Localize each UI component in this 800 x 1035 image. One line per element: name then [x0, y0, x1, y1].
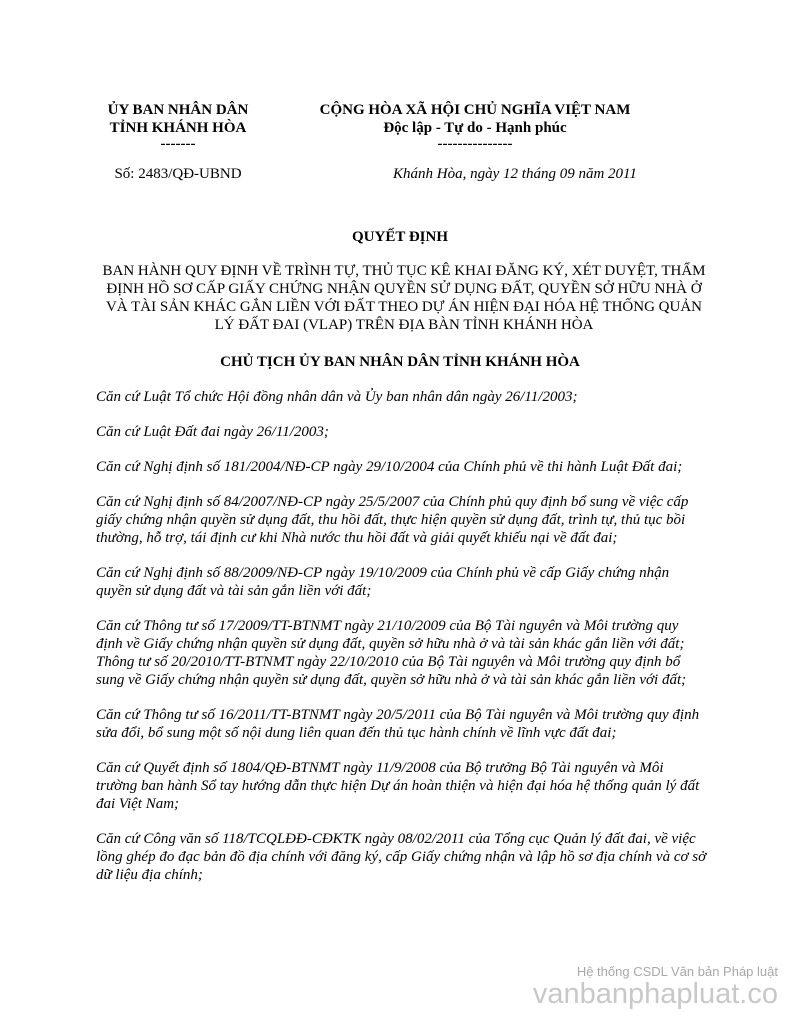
legal-basis-clause: Căn cứ Luật Tổ chức Hội đồng nhân dân và Ủy ban nhân dân ngày 26/11/2003;	[96, 389, 578, 405]
legal-basis-clause: Căn cứ Công văn số 118/TCQLĐĐ-CĐKTK ngày 08/02/2011 của Tổng cục Quản lý đất đai, về việc lồng ghép đo đạc bản đồ địa chính với đăng ký, cấp Giấy chứng nhận và lập hồ sơ địa chính và cơ sở dữ liệu địa chính;	[96, 831, 707, 883]
document-subtitle: BAN HÀNH QUY ĐỊNH VỀ TRÌNH TỰ, THỦ TỤC KÊ KHAI ĐĂNG KÝ, XÉT DUYỆT, THẨM ĐỊNH HỒ SƠ CẤP GIẤY CHỨNG NHẬN QUYỀN SỬ DỤNG ĐẤT, QUYỀN SỞ HỮU NHÀ Ở VÀ TÀI SẢN KHÁC GẮN LIỀN VỚI ĐẤT THEO DỰ ÁN HIỆN ĐẠI HÓA HỆ THỐNG QUẢN LÝ ĐẤT ĐAI (VLAP) TRÊN ĐỊA BÀN TỈNH KHÁNH HÒA	[102, 263, 706, 333]
document-number: Số: 2483/QĐ-UBND	[114, 166, 242, 182]
authority-heading: CHỦ TỊCH ỦY BAN NHÂN DÂN TỈNH KHÁNH HÒA	[220, 354, 580, 370]
legal-basis-clause: Căn cứ Quyết định số 1804/QĐ-BTNMT ngày 11/9/2008 của Bộ trưởng Bộ Tài nguyên và Môi trường ban hành Sổ tay hướng dẫn thực hiện Dự án hoàn thiện và hiện đại hóa hệ thống quản lý đất đai Việt Nam;	[96, 760, 700, 812]
authority-line-1: ỦY BAN NHÂN DÂN	[107, 102, 249, 118]
motto: Độc lập - Tự do - Hạnh phúc	[383, 120, 567, 136]
legal-basis-clause: Căn cứ Thông tư số 16/2011/TT-BTNMT ngày 20/5/2011 của Bộ Tài nguyên và Môi trường quy định sửa đổi, bổ sung một số nội dung liên quan đến thủ tục hành chính về lĩnh vực đất đai;	[96, 707, 700, 741]
motto-divider: ---------------	[437, 136, 513, 152]
national-motto	[270, 101, 680, 151]
legal-basis-clause: Căn cứ Nghị định số 84/2007/NĐ-CP ngày 25/5/2007 của Chính phủ quy định bổ sung về việc cấp giấy chứng nhận quyền sử dụng đất, thu hồi đất, thực hiện quyền sử dụng đất, trình tự, thủ tục bồi thường, hỗ trợ, tái định cư khi Nhà nước thu hồi đất và giải quyết khiếu nại về đất đai;	[96, 494, 689, 546]
watermark-site: vanbanphapluat.co	[532, 978, 778, 1010]
legal-basis-clause: Căn cứ Luật Đất đai ngày 26/11/2003;	[96, 424, 329, 440]
legal-basis-clause: Căn cứ Nghị định số 88/2009/NĐ-CP ngày 19/10/2009 của Chính phủ về cấp Giấy chứng nhận quyền sử dụng đất và tài sản gắn liền với đất;	[96, 565, 670, 599]
document-date: Khánh Hòa, ngày 12 tháng 09 năm 2011	[393, 166, 637, 182]
authority-line-2: TỈNH KHÁNH HÒA	[109, 120, 247, 136]
legal-basis-list	[96, 388, 708, 901]
authority-divider: -------	[160, 136, 196, 152]
issuing-authority	[88, 101, 268, 151]
watermark-caption: Hệ thống CSDL Văn bản Pháp luật	[576, 964, 778, 979]
legal-basis-clause: Căn cứ Thông tư số 17/2009/TT-BTNMT ngày 21/10/2009 của Bộ Tài nguyên và Môi trường quy định về Giấy chứng nhận quyền sử dụng đất, quyền sở hữu nhà ở và tài sản khác gắn liền với đất; Thông tư số 20/2010/TT-BTNMT ngày 22/10/2010 của Bộ Tài nguyên và Môi trường quy định bổ sung về Giấy chứng nhận quyền sử dụng đất, quyền sở hữu nhà ở và tài sản khác gắn liền với đất;	[96, 618, 687, 688]
legal-basis-clause: Căn cứ Nghị định số 181/2004/NĐ-CP ngày 29/10/2004 của Chính phủ về thi hành Luật Đất đai;	[96, 459, 683, 475]
country-name: CỘNG HÒA XÃ HỘI CHỦ NGHĨA VIỆT NAM	[319, 102, 631, 118]
document-title: QUYẾT ĐỊNH	[352, 229, 448, 245]
